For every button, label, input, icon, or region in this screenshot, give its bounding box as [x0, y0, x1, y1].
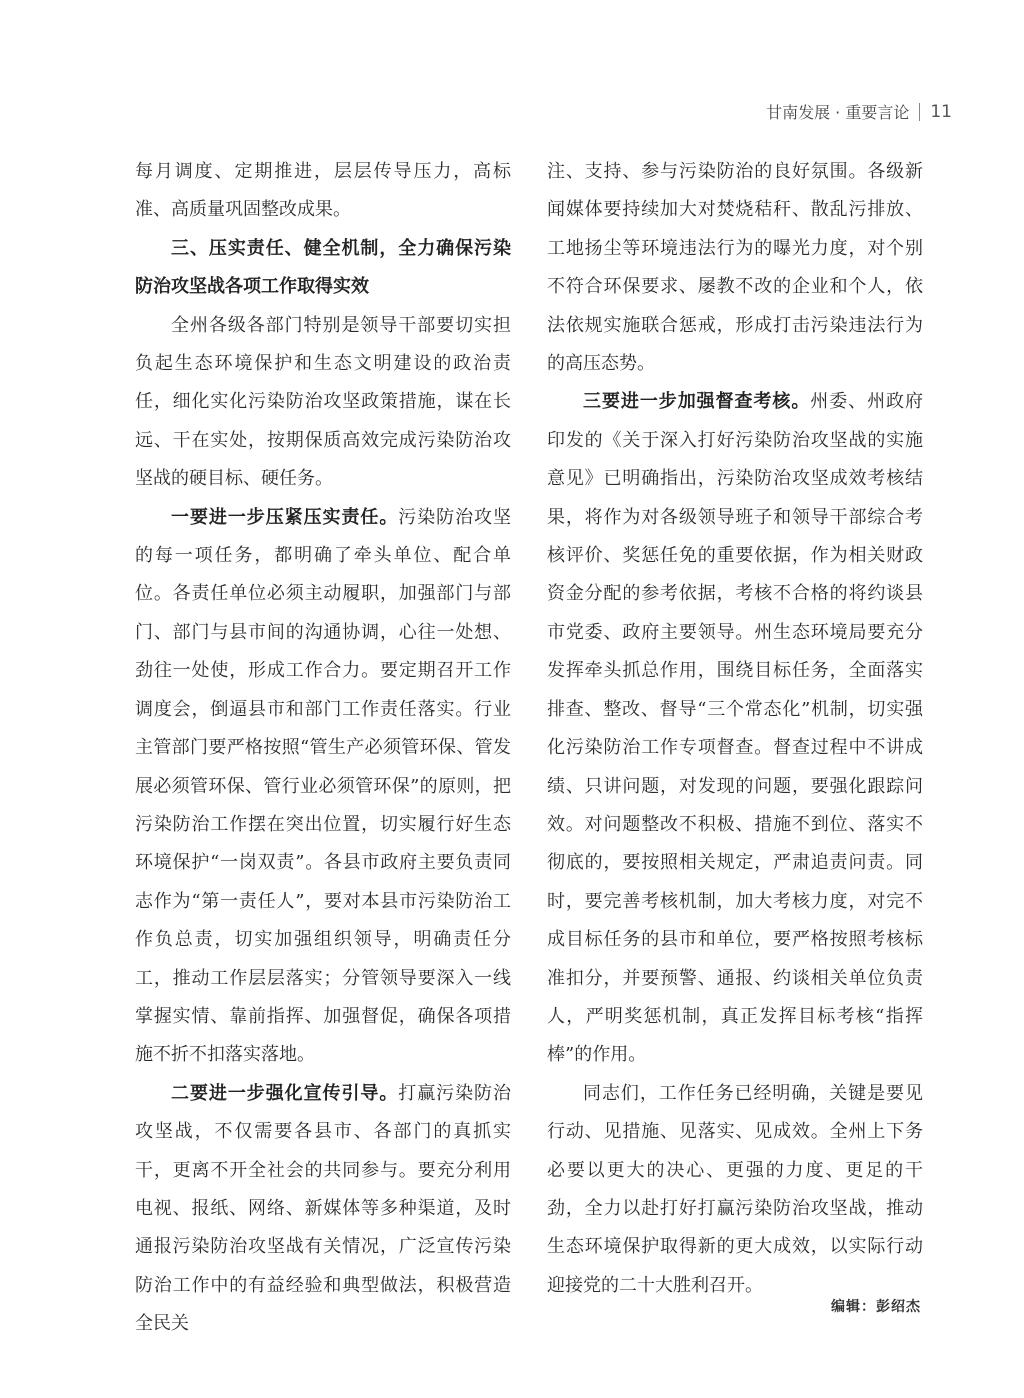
paragraph-lead: 三要进一步加强督查考核。 [583, 391, 811, 413]
paragraph-body: 污染防治攻坚的每一项任务，都明确了牵头单位、配合单位。各责任单位必须主动履职，加强部门与部门、部门与县市间的沟通协调，心往一处想、劲往一处使，形成工作合力。要定期召开工作调度会，倒逼县市和部门工作责任落实。行业主管部门要严格按照“管生产必须管环保、管发展必须管环保、管行业必须管环保”的原则，把污染防治工作摆在突出位置，切实履行好生态环境保护“一岗双责”。各县市政府主要负责同志作为“第一责任人”，要对本县市污染防治工作负总责，切实加强组织领导，明确责任分工，推动工作层层落实；分管领导要深入一线掌握实情、靠前指挥、加强督促，确保各项措施不折不扣落实落地。 [135, 506, 512, 1066]
paragraph: 全州各级各部门特别是领导干部要切实担负起生态环境保护和生态文明建设的政治责任，细化实化污染防治攻坚政策措施，谋在长远、干在实处，按期保质高效完成污染防治攻坚战的硬目标、硬任务。 [135, 314, 511, 490]
paragraph: 同志们，工作任务已经明确，关键是要见行动、见措施、见落实、见成效。全州上下务必要以更大的决心、更强的力度、更足的干劲，全力以赴打好打赢污染防治攻坚战，推动生态环境保护取得新的更大成效，以实际行动迎接党的二十大胜利召开。 [547, 1082, 923, 1296]
page-number: 11 [930, 101, 952, 122]
page-header [766, 100, 952, 123]
paragraph-lead: 一要进一步压紧压实责任。 [171, 506, 399, 528]
paragraph [547, 383, 923, 1074]
paragraph [135, 1075, 511, 1344]
left-column [135, 153, 511, 1344]
paragraph-lead: 二要进一步强化宣传引导。 [171, 1082, 399, 1104]
paragraph: 注、支持、参与污染防治的良好氛围。各级新闻媒体要持续加大对焚烧秸秆、散乱污排放、工地扬尘等环境违法行为的曝光力度，对个别不符合环保要求、屡教不改的企业和个人，依法依规实施联合惩戒，形成打击污染违法行为的高压态势。 [547, 161, 923, 375]
header-divider [919, 103, 920, 121]
paragraph-body: 打赢污染防治攻坚战，不仅需要各县市、各部门的真抓实干，更离不开全社会的共同参与。要充分利用电视、报纸、网络、新媒体等多种渠道，及时通报污染防治攻坚战有关情况，广泛宣传污染防治工作中的有益经验和典型做法，积极营造全民关 [135, 1082, 512, 1335]
right-column [547, 153, 923, 1305]
paragraph: 每月调度、定期推进，层层传导压力，高标准、高质量巩固整改成果。 [135, 161, 511, 221]
section-title: 甘南发展 · 重要言论 [766, 103, 910, 122]
paragraph-body: 州委、州政府印发的《关于深入打好污染防治攻坚战的实施意见》已明确指出，污染防治攻坚成效考核结果，将作为对各级领导班子和领导干部综合考核评价、奖惩任免的重要依据，作为相关财政资金分配的参考依据，考核不合格的将约谈县市党委、政府主要领导。州生态环境局要充分发挥牵头抓总作用，围绕目标任务，全面落实排查、整改、督导“三个常态化”机制，切实强化污染防治工作专项督查。督查过程中不讲成绩、只讲问题，对发现的问题，要强化跟踪问效。对问题整改不积极、措施不到位、落实不彻底的，要按照相关规定，严肃追责问责。同时，要完善考核机制，加大考核力度，对完不成目标任务的县市和单位，要严格按照考核标准扣分，并要预警、通报、约谈相关单位负责人，严明奖惩机制，真正发挥目标考核“指挥棒”的作用。 [547, 391, 924, 1066]
section-heading: 三、压实责任、健全机制，全力确保污染防治攻坚战各项工作取得实效 [135, 237, 511, 298]
paragraph [135, 499, 511, 1075]
editor-credit: 编辑：彭绍杰 [831, 1299, 921, 1315]
